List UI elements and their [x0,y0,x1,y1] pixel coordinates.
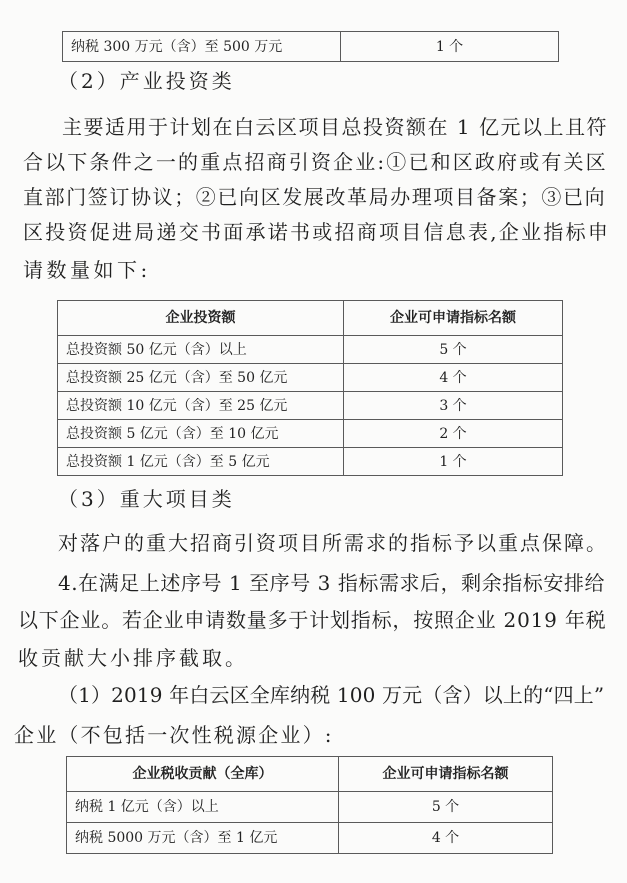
quota-cell: 1 个 [344,448,563,476]
quota-cell: 2 个 [344,420,563,448]
table-row [67,823,553,854]
column-header-tax-contribution: 企业税收贡献（全库） [67,757,339,792]
quota-cell: 5 个 [344,336,563,364]
paragraph-line: 企业（不包括一次性税源企业）: [14,723,334,747]
paragraph-line: 直部门签订协议；②已向区发展改革局办理项目备案；③已向 [23,185,607,209]
quota-cell: 5 个 [339,792,553,823]
table-row [63,32,559,62]
condition-cell: 总投资额 10 亿元（含）至 25 亿元 [58,392,344,420]
paragraph-line: 对落户的重大招商引资项目所需求的指标予以重点保障。 [58,531,608,555]
condition-cell: 纳税 5000 万元（含）至 1 亿元 [67,823,339,854]
condition-cell: 纳税 1 亿元（含）以上 [67,792,339,823]
section-heading-industry-investment: （2）产业投资类 [58,69,235,93]
quota-cell: 3 个 [344,392,563,420]
condition-cell: 总投资额 50 亿元（含）以上 [58,336,344,364]
table-header-row [58,301,563,336]
quota-cell: 4 个 [344,364,563,392]
table-row [58,336,563,364]
paragraph-line: 合以下条件之一的重点招商引资企业:①已和区政府或有关区 [23,150,608,174]
paragraph-line: 收贡献大小排序截取。 [18,646,248,670]
investment-quota-table [57,300,563,476]
paragraph-line: （1）2019 年白云区全库纳税 100 万元（含）以上的“四上” [58,683,605,707]
table-row [58,420,563,448]
condition-cell: 总投资额 1 亿元（含）至 5 亿元 [58,448,344,476]
table-header-row [67,757,553,792]
paragraph-line: 以下企业。若企业申请数量多于计划指标，按照企业 2019 年税 [18,608,607,632]
table-row [58,392,563,420]
paragraph-line: 请数量如下: [23,258,151,282]
paragraph-line: 主要适用于计划在白云区项目总投资额在 1 亿元以上且符 [62,115,608,139]
column-header-investment: 企业投资额 [58,301,344,336]
table-row [67,792,553,823]
condition-cell: 纳税 300 万元（含）至 500 万元 [63,32,341,62]
table-row [58,448,563,476]
section-heading-major-projects: （3）重大项目类 [58,487,235,511]
quota-cell: 1 个 [341,32,559,62]
column-header-quota: 企业可申请指标名额 [339,757,553,792]
tax-quota-table-continued [62,31,559,62]
paragraph-line: 区投资促进局递交书面承诺书或招商项目信息表,企业指标申 [23,220,611,244]
condition-cell: 总投资额 25 亿元（含）至 50 亿元 [58,364,344,392]
tax-contribution-quota-table [66,756,553,854]
condition-cell: 总投资额 5 亿元（含）至 10 亿元 [58,420,344,448]
table-row [58,364,563,392]
quota-cell: 4 个 [339,823,553,854]
paragraph-line: 4.在满足上述序号 1 至序号 3 指标需求后，剩余指标安排给 [58,571,606,595]
column-header-quota: 企业可申请指标名额 [344,301,563,336]
